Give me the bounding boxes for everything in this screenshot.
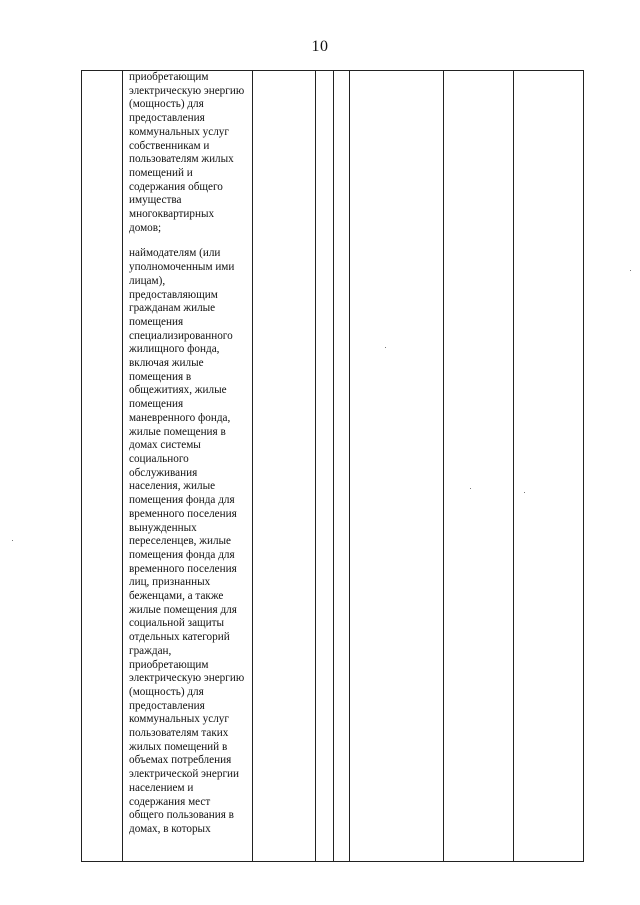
description-cell — [129, 71, 254, 837]
scan-speck — [524, 492, 525, 493]
text-line: помещения — [129, 315, 184, 328]
text-line: электрическую энергию — [129, 672, 245, 685]
text-line: вынужденных — [129, 521, 197, 534]
column-divider-5 — [349, 71, 350, 861]
text-line: граждан, — [129, 644, 172, 657]
text-line: предоставляющим — [129, 288, 218, 301]
text-line: содержания мест — [129, 795, 211, 808]
column-divider-7 — [513, 71, 514, 861]
document-table — [81, 70, 584, 862]
text-line: предоставления — [129, 112, 205, 125]
text-line: беженцами, а также — [129, 590, 224, 603]
text-line: домах, в которых — [129, 822, 211, 835]
text-line: (мощность) для — [129, 685, 204, 698]
scan-speck — [385, 347, 386, 348]
column-divider-4 — [333, 71, 334, 861]
text-line: обслуживания — [129, 466, 198, 479]
text-line: отдельных категорий — [129, 631, 230, 644]
text-line: жилые помещения в — [129, 425, 226, 438]
text-line: временного поселения — [129, 562, 237, 575]
text-line: населением и — [129, 781, 194, 794]
text-line: электрическую энергию — [129, 84, 245, 97]
text-line: лиц, признанных — [129, 576, 211, 589]
text-line: общежитиях, жилые — [129, 384, 227, 397]
paragraph-landlords — [129, 247, 254, 836]
text-line: населения, жилые — [129, 480, 216, 493]
text-line: пользователям таких — [129, 727, 229, 740]
text-line: домов; — [129, 221, 162, 234]
text-line: маневренного фонда, — [129, 411, 231, 424]
text-line: электрической энергии — [129, 768, 240, 781]
text-line: гражданам жилые — [129, 302, 216, 315]
column-divider-1 — [122, 71, 123, 861]
text-line: помещений и — [129, 166, 193, 179]
text-line: общего пользования в — [129, 809, 234, 822]
text-line: приобретающим — [129, 658, 209, 671]
text-line: социальной защиты — [129, 617, 225, 630]
text-line: коммунальных услуг — [129, 713, 229, 726]
text-line: объемах потребления — [129, 754, 232, 767]
text-line: многоквартирных — [129, 208, 215, 221]
text-line: помещения в — [129, 370, 192, 383]
text-line: наймодателям (или — [129, 247, 221, 260]
column-divider-6 — [443, 71, 444, 861]
text-line: социального — [129, 452, 189, 465]
paragraph-owners — [129, 71, 254, 235]
text-line: имущества — [129, 194, 182, 207]
text-line: помещения фонда для — [129, 494, 235, 507]
scan-speck — [470, 488, 471, 489]
text-line: жилищного фонда, — [129, 343, 220, 356]
text-line: специализированного — [129, 329, 233, 342]
scan-speck — [630, 270, 631, 271]
text-line: пользователям жилых — [129, 153, 234, 166]
text-line: переселенцев, жилые — [129, 535, 232, 548]
text-line: жилых помещений в — [129, 740, 228, 753]
text-line: включая жилые — [129, 357, 204, 370]
text-line: жилые помещения для — [129, 603, 237, 616]
scan-speck — [12, 540, 13, 541]
text-line: содержания общего — [129, 180, 223, 193]
text-line: уполномоченным ими — [129, 261, 235, 274]
column-divider-3 — [315, 71, 316, 861]
text-line: помещения — [129, 398, 184, 411]
text-line: предоставления — [129, 699, 205, 712]
text-line: собственникам и — [129, 139, 210, 152]
text-line: приобретающим — [129, 71, 209, 83]
text-line: домах системы — [129, 439, 201, 452]
text-line: помещения фонда для — [129, 548, 235, 561]
page-number: 10 — [311, 38, 329, 55]
text-line: (мощность) для — [129, 98, 204, 111]
text-line: временного поселения — [129, 507, 237, 520]
text-line: коммунальных услуг — [129, 125, 229, 138]
text-line: лицам), — [129, 274, 166, 287]
